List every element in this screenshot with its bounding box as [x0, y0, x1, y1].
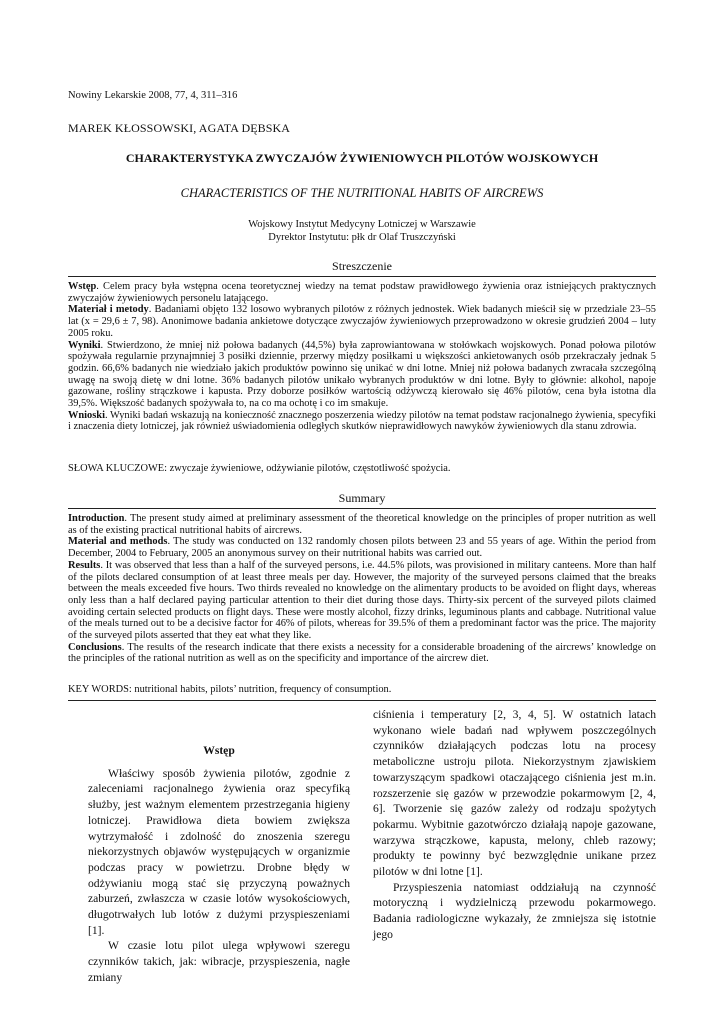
abstract-paragraph: [68, 304, 656, 339]
summary-heading: Summary: [338, 491, 386, 505]
paragraph-text: . Stwierdzono, że mniej niż połowa badanych (44,5%) była zaprowiantowana w stołówkach wojskowych. Ponad połowa pilotów spożywała regularnie przynajmniej 3 posiłki dziennie, przerwy między posiłkami u większości ankietowanych osób przekraczały jednak 5 godzin. 66,6% badanych nie wiedziało jakich produktów powinno się unikać w dni lotne. Mniej niż połowa badanych zwracała szczególną uwagę na swoją dietę w dni lotne. 36% badanych pilotów unikało wybranych produktów w dni lotne. Były to głównie: alkohol, napoje gazowane, rośliny strączkowe i kapusta. Przy doborze posiłków wartością odżywczą kierowało się 46% pilotów, cena była istotna dla 39,5%. Większość badanych spożywała to, na co ma ochotę i co im smakuje.: [68, 339, 656, 410]
paragraph-text: . Badaniami objęto 132 losowo wybranych pilotów z różnych jednostek. Wiek badanych mieścił się w przedziale 23–55 lat (x = 29,6 ± 7, 98). Anonimowe badania ankietowe dotyczące zwyczajów żywieniowych przeprowadzono w okresie grudzień 2004 – luty 2005 roku.: [68, 304, 657, 339]
abstract-paragraph: [68, 560, 656, 642]
abstract-paragraph: [68, 536, 656, 559]
journal-citation: Nowiny Lekarskie 2008, 77, 4, 311–316: [68, 90, 238, 101]
abstract-paragraph: [68, 513, 656, 536]
affiliation-director: Dyrektor Instytutu: płk dr Olaf Truszczyński: [268, 232, 456, 243]
article-title-english: CHARACTERISTICS OF THE NUTRITIONAL HABITS OF AIRCREWS: [180, 186, 544, 200]
article-title-polish: CHARAKTERYSTYKA ZWYCZAJÓW ŻYWIENIOWYCH PILOTÓW WOJSKOWYCH: [125, 151, 599, 165]
section-label: Introduction: [68, 513, 125, 524]
section-heading-wstep: Wstęp: [203, 744, 235, 757]
paragraph-text: . Wyniki badań wskazują na konieczność znacznego poszerzenia wiedzy pilotów na temat podstaw racjonalnego żywienia, specyfiki i znaczenia diety lotniczej, jak również uświadomienia odległych skutków nieprawidłowych nawyków żywieniowych dla stanu zdrowia.: [68, 409, 656, 433]
section-label: Materiał i metody: [68, 304, 149, 316]
divider: [68, 700, 656, 701]
authors: MAREK KŁOSSOWSKI, AGATA DĘBSKA: [68, 121, 291, 135]
section-label: Wnioski: [68, 409, 105, 421]
abstract-polish: [68, 281, 656, 433]
body-paragraph: Przyspieszenia natomiast oddziałują na czynność motoryczną i wydzielniczą przewodu pokarmowego. Badania radiologiczne wykazały, że zmniejsza się istotnie jego: [373, 880, 656, 941]
keywords-polish: SŁOWA KLUCZOWE: zwyczaje żywieniowe, odżywianie pilotów, częstotliwość spożycia.: [68, 463, 451, 474]
paragraph-text: . The study was conducted on 132 randomly chosen pilots between 23 and 55 years of age. Within the period from December, 2004 to February, 2005 an anonymous survey on their nutritional habits was carried out.: [68, 536, 656, 560]
body-paragraph: Właściwy sposób żywienia pilotów, zgodnie z zaleceniami racjonalnego żywienia oraz specyfiką służby, jest ważnym elementem przestrzegania higieny lotniczej. Prawidłowa dieta bowiem zwiększa wytrzymałość i zdolność do znoszenia szeregu niekorzystnych objawów występujących w organizmie podczas pracy w powietrzu. Drobne błędy w odżywianiu mogą stać się przyczyną poważnych zaburzeń, zwłaszcza w czasie lotów wysokościowych, długotrwałych lub lotów z dużymi przyspieszeniami [1].: [88, 766, 350, 937]
streszczenie-heading: Streszczenie: [332, 259, 392, 273]
abstract-paragraph: [68, 340, 656, 410]
section-label: Material and methods: [68, 536, 168, 548]
paragraph-text: . Celem pracy była wstępna ocena teoretycznej wiedzy na temat podstaw prawidłowego żywienia oraz istniejących praktycznych zwyczajów żywieniowych personelu latającego.: [68, 281, 656, 304]
abstract-paragraph: [68, 642, 656, 665]
section-label: Conclusions: [68, 641, 122, 653]
paragraph-text: . The present study aimed at preliminary assessment of the theoretical knowledge on the principles of proper nutrition as well as of the existing practical nutritional habits of aircrews.: [68, 513, 656, 536]
affiliation-institute: Wojskowy Instytut Medycyny Lotniczej w Warszawie: [248, 219, 476, 230]
body-column-right: [373, 707, 656, 943]
affiliation: [68, 218, 656, 244]
section-label: Wstęp: [68, 281, 97, 292]
paragraph-text: . The results of the research indicate that there exists a necessity for a considerable broadening of the aircrews’ knowledge on the principles of the rational nutrition as well as on the specificity and importance of the aircrew diet.: [68, 641, 656, 665]
body-paragraph: W czasie lotu pilot ulega wpływowi szeregu czynników takich, jak: wibracje, przyspieszenia, nagłe zmiany: [88, 939, 350, 984]
body-column-left: [88, 743, 350, 986]
abstract-paragraph: [68, 410, 656, 433]
section-label: Wyniki: [68, 339, 101, 351]
keywords-english: KEY WORDS: nutritional habits, pilots’ nutrition, frequency of consumption.: [68, 684, 392, 695]
section-label: Results: [68, 559, 101, 571]
divider: [68, 508, 656, 509]
paragraph-text: . It was observed that less than a half of the surveyed persons, i.e. 44.5% pilots, was provisioned in military canteens. More than half of the pilots declared consumption of at least three meals per day. However, the majority of the surveyed persons claimed that the breaks between the meals exceeded five hours. Two thirds revealed no knowledge on the alimentary products to be avoided on flight days, whereas only less than a half declared paying particular attention to their diet during those days. Thirty-six percent of the surveyed pilots claimed avoiding certain selected products on flight days. These were mostly alcohol, fizzy drinks, leguminous plants and cabbage. Nutritional value of the meals turned out to be a decisive factor for 46% of pilots, whereas for 39.5% of them a predominant factor was the price. The majority of the surveyed pilots asserted that they eat what they like.: [68, 559, 656, 642]
body-paragraph: ciśnienia i temperatury [2, 3, 4, 5]. W ostatnich latach wykonano wiele badań nad wpływem poszczególnych czynników działających podczas lotu na procesy metaboliczne ustroju pilota. Niekorzystnym zjawiskiem towarzyszącym spadkowi otaczającego ciśnienia jest m.in. rozszerzenie się gazów w przewodzie pokarmowym [2, 4, 6]. Tworzenie się gazów zależy od rodzaju spożytych pokarmu. Wybitnie gazotwórczo działają napoje gazowane, warzywa strączkowe, kapusta, melony, chleb razowy; produkty te powinny być bezwzględnie unikane przez pilotów w dni lotne [1].: [373, 708, 656, 879]
abstract-english: [68, 513, 656, 665]
abstract-paragraph: [68, 281, 656, 304]
divider: [68, 276, 656, 277]
